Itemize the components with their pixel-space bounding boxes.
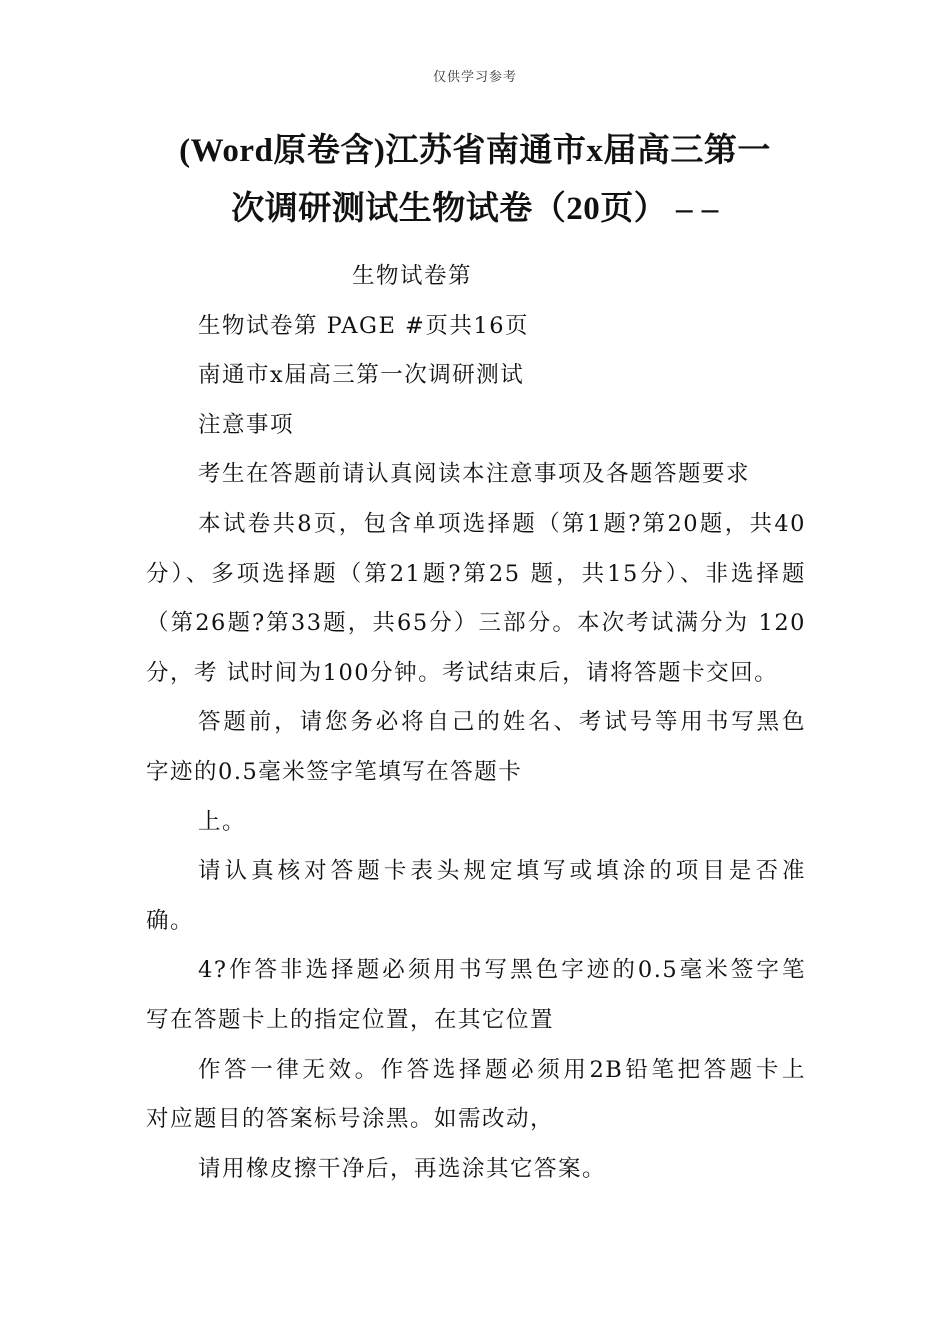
paragraph-line: 答题前，请您务必将自己的姓名、考试号等用书写黑色 xyxy=(198,709,806,736)
notice-heading: 注意事项 xyxy=(198,411,295,438)
document-title xyxy=(95,122,855,238)
paragraph-line: 分）、多项选择题（第21题?第25 题，共15分）、非选择题 xyxy=(146,560,806,587)
paragraph-line: 字迹的0.5毫米签字笔填写在答题卡 xyxy=(146,758,523,785)
notice-intro: 考生在答题前请认真阅读本注意事项及各题答题要求 xyxy=(198,461,751,488)
title-line-2: 次调研测试生物试卷（20页） – – xyxy=(231,191,719,227)
title-line-1: (Word原卷含)江苏省南通市x届高三第一 xyxy=(179,133,771,169)
page-field: 生物试卷第 PAGE #页共16页 xyxy=(198,312,530,339)
document-body xyxy=(146,252,806,1194)
paragraph-line: 4?作答非选择题必须用书写黑色字迹的0.5毫米签字笔 xyxy=(198,957,806,984)
exam-name: 南通市x届高三第一次调研测试 xyxy=(198,362,525,389)
paragraph-line: 作答一律无效。作答选择题必须用2B铅笔把答题卡上 xyxy=(198,1056,806,1083)
paragraph-line: 上。 xyxy=(198,808,247,835)
paragraph-line: （第26题?第33题，共65分）三部分。本次考试满分为 120 xyxy=(146,610,806,637)
paragraph-line: 对应题目的答案标号涂黑。如需改动， xyxy=(146,1106,555,1133)
paragraph-line: 请用橡皮擦干净后，再选涂其它答案。 xyxy=(198,1155,607,1182)
paragraph-line: 确。 xyxy=(146,907,195,934)
paragraph-line: 写在答题卡上的指定位置，在其它位置 xyxy=(146,1006,555,1033)
subtitle: 生物试卷第 xyxy=(352,263,473,289)
paragraph-line: 本试卷共8页，包含单项选择题（第1题?第20题，共40 xyxy=(198,510,806,537)
header-note: 仅供学习参考 xyxy=(432,70,517,85)
paragraph-line: 分，考 试时间为100分钟。考试结束后，请将答题卡交回。 xyxy=(146,659,779,686)
paragraph-line: 请认真核对答题卡表头规定填写或填涂的项目是否准 xyxy=(198,858,806,885)
